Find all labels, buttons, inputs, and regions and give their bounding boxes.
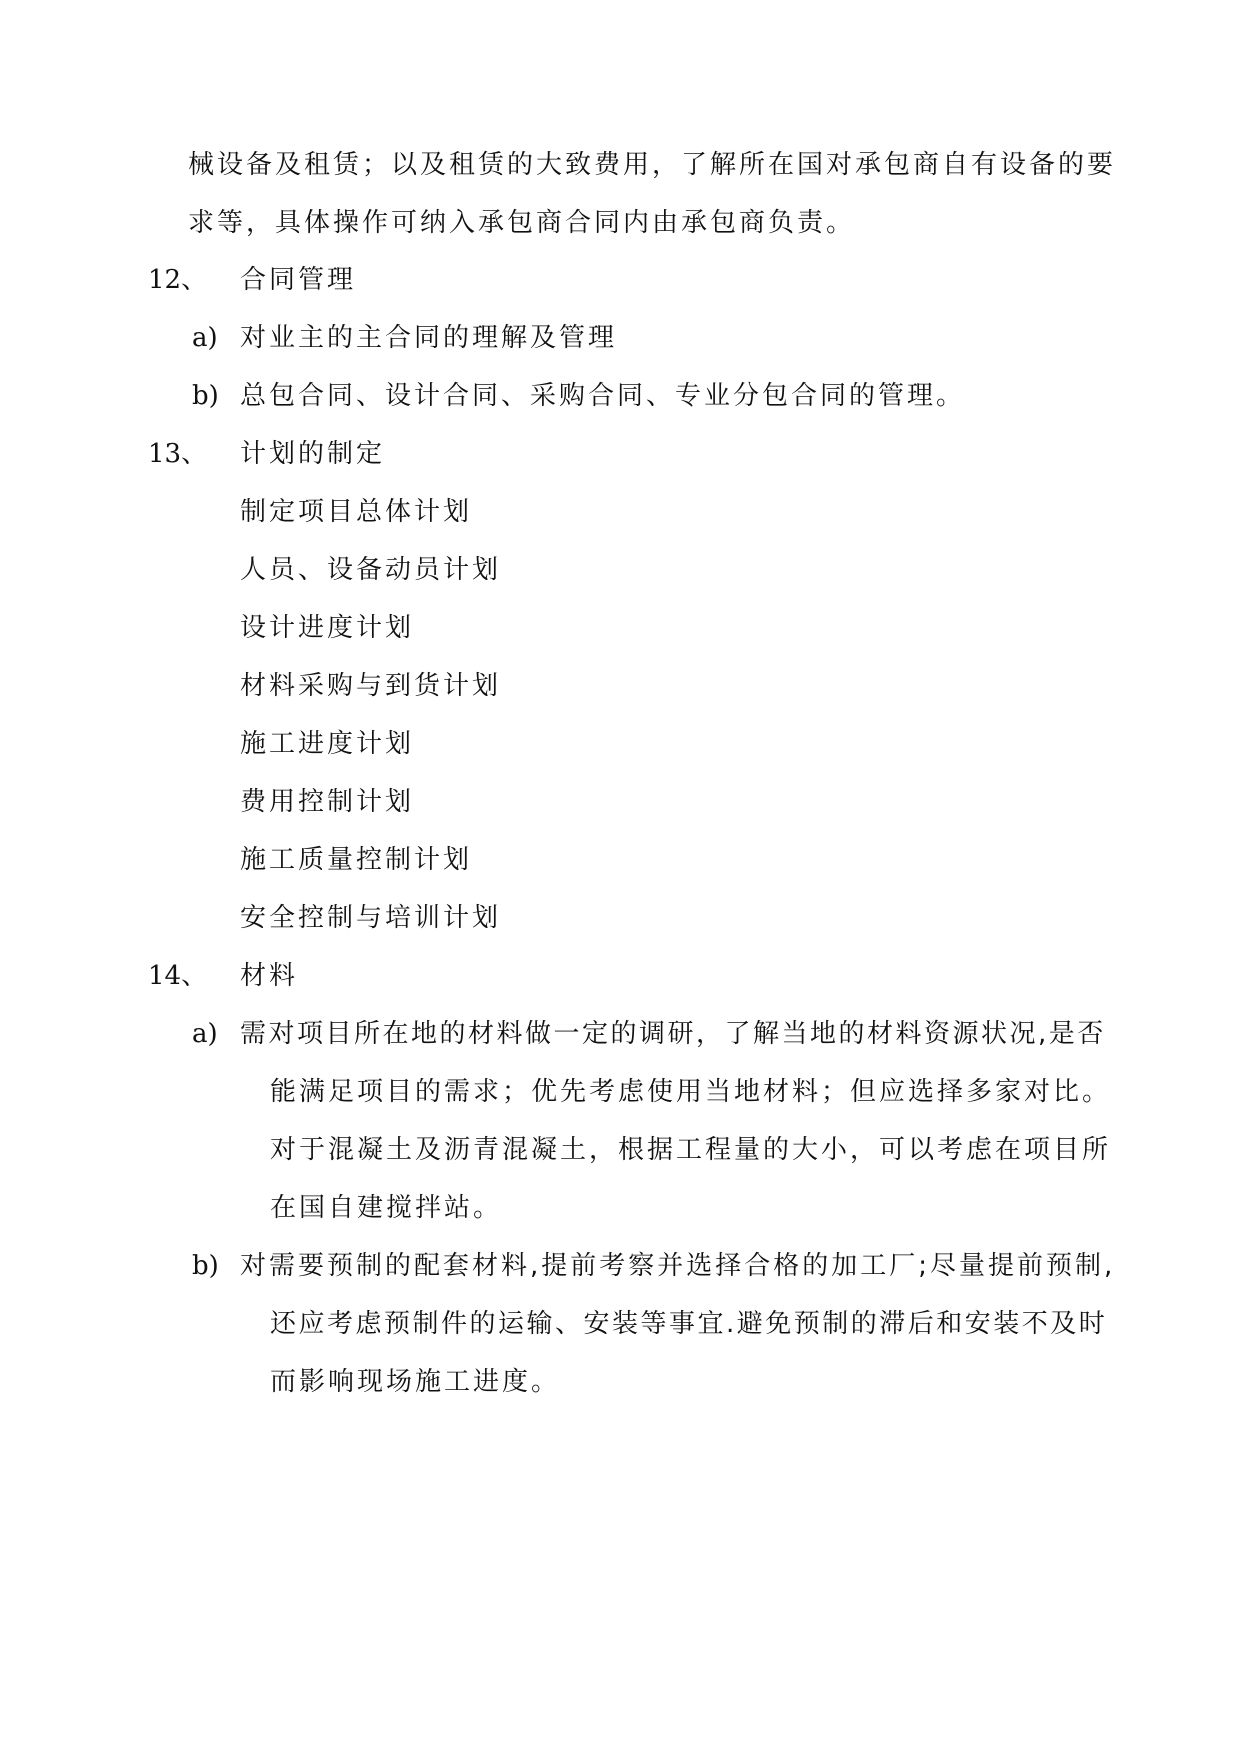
plan-item: 人员、设备动员计划 — [240, 555, 502, 585]
section-title: 合同管理 — [240, 265, 357, 295]
section-title: 材料 — [240, 961, 299, 991]
list-item-line: 还应考虑预制件的运输、安装等事宜.避免预制的滞后和安装不及时 — [270, 1309, 1108, 1339]
plan-item: 施工质量控制计划 — [240, 845, 473, 875]
plan-item: 设计进度计划 — [240, 613, 415, 643]
plan-item: 安全控制与培训计划 — [240, 903, 502, 933]
list-marker: a) — [192, 1019, 218, 1049]
list-item-line: 对于混凝土及沥青混凝土，根据工程量的大小，可以考虑在项目所 — [270, 1135, 1112, 1165]
section-number: 12、 — [148, 265, 208, 295]
list-item: 总包合同、设计合同、采购合同、专业分包合同的管理。 — [240, 381, 966, 411]
list-item-line: 对需要预制的配套材料,提前考察并选择合格的加工厂;尽量提前预制, — [240, 1251, 1116, 1281]
list-item-line: 在国自建搅拌站。 — [270, 1193, 503, 1223]
section-number: 14、 — [148, 961, 208, 991]
section-title: 计划的制定 — [240, 439, 386, 469]
list-item-line: 能满足项目的需求；优先考虑使用当地材料；但应选择多家对比。 — [270, 1077, 1112, 1107]
section-number: 13、 — [148, 439, 208, 469]
plan-item: 费用控制计划 — [240, 787, 415, 817]
list-item: 对业主的主合同的理解及管理 — [240, 323, 618, 353]
list-marker: a) — [192, 323, 218, 353]
list-marker: b) — [192, 381, 219, 411]
plan-item: 施工进度计划 — [240, 729, 415, 759]
list-item-line: 需对项目所在地的材料做一定的调研，了解当地的材料资源状况,是否 — [240, 1019, 1106, 1049]
list-item-line: 而影响现场施工进度。 — [270, 1367, 561, 1397]
plan-item: 制定项目总体计划 — [240, 497, 473, 527]
intro-line: 求等，具体操作可纳入承包商合同内由承包商负责。 — [188, 208, 856, 238]
list-marker: b) — [192, 1251, 219, 1281]
plan-item: 材料采购与到货计划 — [240, 671, 502, 701]
intro-line: 械设备及租赁；以及租赁的大致费用，了解所在国对承包商自有设备的要 — [188, 150, 1117, 180]
